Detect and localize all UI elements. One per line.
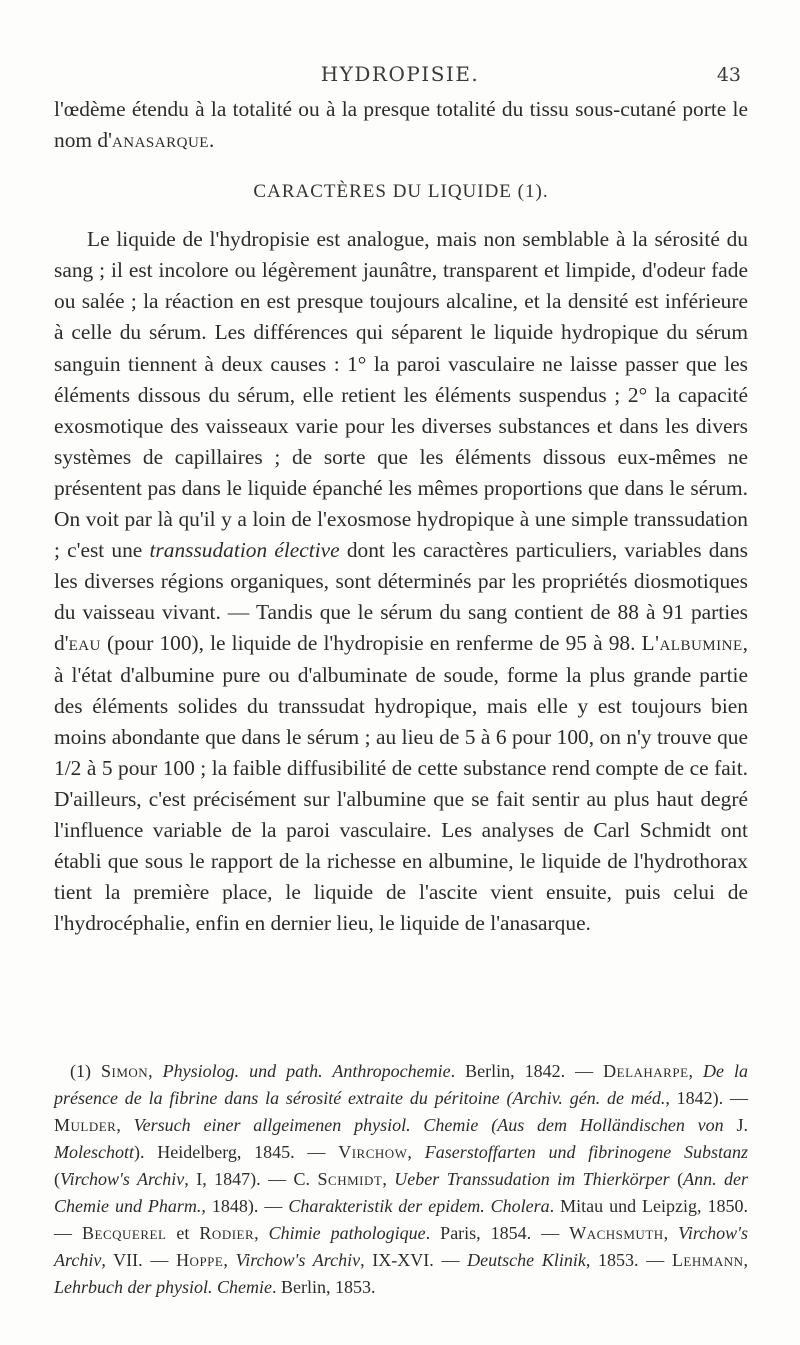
author-simon: Simon: [100, 1061, 149, 1081]
fn-title: De la présence de la fibrine dans la sérosité extraite du péritoine (Archiv. gén. de méd.: [54, 1061, 749, 1108]
fn-text: , VII. —: [101, 1250, 177, 1270]
fn-title: Deutsche Klinik: [467, 1250, 586, 1270]
fn-title: Virchow's Archiv: [54, 1223, 749, 1270]
paragraph-part-1: Le liquide de l'hydropisie est analogue, mais non semblable à la sérosité du sang ; il est incolore ou légèrement jaunâtre, transparent et limpide, d'odeur fade ou salée ; la réaction en est presque toujours alcaline, et la densité est inférieure à celle du sérum. Les différences qui séparent le liquide hydropique du sérum sanguin tiennent à deux causes : 1° la paroi vasculaire ne laisse passer que les éléments dissous du sérum, elle retient les éléments suspendus ; 2° la capacité exosmotique des vaisseaux varie pour les diverses substances et dans les divers systèmes de capillaires ; de sorte que les éléments dissous eux-mêmes ne présentent pas dans le liquide épanché les mêmes proportions que dans le sérum. On voit par là qu'il y a loin de l'exosmose hydropique à une simple transsudation ; c'est une: [54, 227, 748, 563]
author-mulder: Mulder: [54, 1115, 117, 1135]
fn-text: , IX-XVI. —: [360, 1250, 468, 1270]
fn-title: Ueber Transsudation im Thierkörper: [394, 1169, 670, 1189]
albumine-term: L'albumine: [641, 631, 743, 656]
fn-text: ,: [663, 1223, 679, 1243]
fn-text: ,: [223, 1250, 236, 1270]
paragraph-part-3: (pour 100), le liquide de l'hydropisie en renferme de 95 à 98.: [100, 631, 642, 656]
eau-term: eau: [68, 631, 101, 656]
author-rodier: Rodier: [199, 1223, 255, 1243]
author-delaharpe: Delaharpe: [603, 1061, 689, 1081]
fn-text: ,: [254, 1223, 269, 1243]
paragraph-part-4: , à l'état d'albumine pure ou d'albuminate de soude, forme la plus grande partie des éléments solides du transsudat hydropique, mais elle y est toujours bien moins abondante que dans le sérum ; au lieu de 5 à 6 pour 100, on n'y trouve que 1/2 à 5 pour 100 ; la faible diffusibilité de cette substance rend compte de ce fait. D'ailleurs, c'est précisément sur l'albumine que se fait sentir au plus haut degré l'influence variable de la paroi vasculaire. Les analyses de Carl Schmidt ont établi que sous le rapport de la richesse en albumine, le liquide de l'hydrothorax tient la première place, le liquide de l'ascite vient ensuite, puis celui de l'hydrocéphalie, enfin en dernier lieu, le liquide de l'anasarque.: [54, 631, 748, 936]
fn-text: ,: [407, 1142, 425, 1162]
author-lehmann: Lehmann: [671, 1250, 744, 1270]
fn-text: . Paris, 1854. —: [425, 1223, 570, 1243]
fn-text: (: [54, 1169, 60, 1189]
fn-text: ,: [382, 1169, 395, 1189]
fn-text: , 1848). —: [201, 1196, 289, 1216]
author-schmidt: Schmidt: [317, 1169, 383, 1189]
fn-text: , 1842). —: [665, 1088, 748, 1108]
intro-paragraph: [54, 94, 748, 156]
intro-end: .: [208, 128, 215, 153]
fn-text: et: [166, 1223, 200, 1243]
footnote-1: [54, 1058, 748, 1301]
fn-text: . Berlin, 1842. —: [450, 1061, 604, 1081]
page-number: 43: [716, 64, 741, 86]
fn-text: , I, 1847). — C.: [184, 1169, 318, 1189]
fn-text: ). Heidelberg, 1845. —: [133, 1142, 339, 1162]
fn-title: Virchow's Archiv: [60, 1169, 185, 1189]
footnote-marker: (1): [70, 1061, 101, 1081]
fn-text: , 1853. —: [585, 1250, 672, 1270]
fn-title: Versuch einer allgeimenen physiol. Chemie (Aus dem Holländischen von: [133, 1115, 724, 1135]
author-becquerel: Becquerel: [82, 1223, 167, 1243]
intro-text: l'œdème étendu à la totalité ou à la presque totalité du tissu sous-cutané porte le nom d': [54, 97, 748, 153]
author-wachsmuth: Wachsmuth: [569, 1223, 664, 1243]
fn-title: Moleschott: [54, 1142, 134, 1162]
paragraph-italic-term: transsudation élective: [149, 538, 340, 563]
fn-text: ,: [116, 1115, 134, 1135]
fn-title: Lehrbuch der physiol. Chemie: [54, 1277, 272, 1297]
fn-text: . Berlin, 1853.: [271, 1277, 376, 1297]
fn-text: ,: [148, 1061, 163, 1081]
paragraph-part-2: dont les caractères particuliers, variables dans les diverses régions organiques, sont déterminés par les propriétés diosmotiques du vaisseau vivant. — Tandis que le sérum du sang contient de 88 à 91 parties d': [54, 538, 748, 656]
footnotes: [54, 1058, 748, 1301]
anasarque-term: anasarque: [111, 128, 209, 153]
fn-title: Virchow's Archiv: [235, 1250, 361, 1270]
main-paragraph: [54, 224, 748, 939]
fn-text: J.: [723, 1115, 748, 1135]
fn-text: ,: [743, 1250, 748, 1270]
running-title: HYDROPISIE.: [320, 62, 480, 86]
author-hoppe: Hoppe: [176, 1250, 224, 1270]
fn-text: (: [669, 1169, 684, 1189]
author-virchow: Virchow: [338, 1142, 408, 1162]
fn-title: Ann. der Chemie und Pharm.: [54, 1169, 749, 1216]
fn-title: Faserstoffarten und fibrinogene Substanz: [424, 1142, 749, 1162]
fn-text: ,: [688, 1061, 704, 1081]
section-heading: CARACTÈRES DU LIQUIDE (1).: [253, 181, 549, 203]
fn-title: Physiolog. und path. Anthropochemie: [162, 1061, 451, 1081]
fn-title: Charakteristik der epidem. Cholera: [288, 1196, 550, 1216]
running-head: [0, 62, 800, 92]
fn-text: . Mitau und Leipzig, 1850. —: [54, 1196, 748, 1243]
body-text: [54, 94, 748, 939]
fn-title: Chimie pathologique: [268, 1223, 426, 1243]
